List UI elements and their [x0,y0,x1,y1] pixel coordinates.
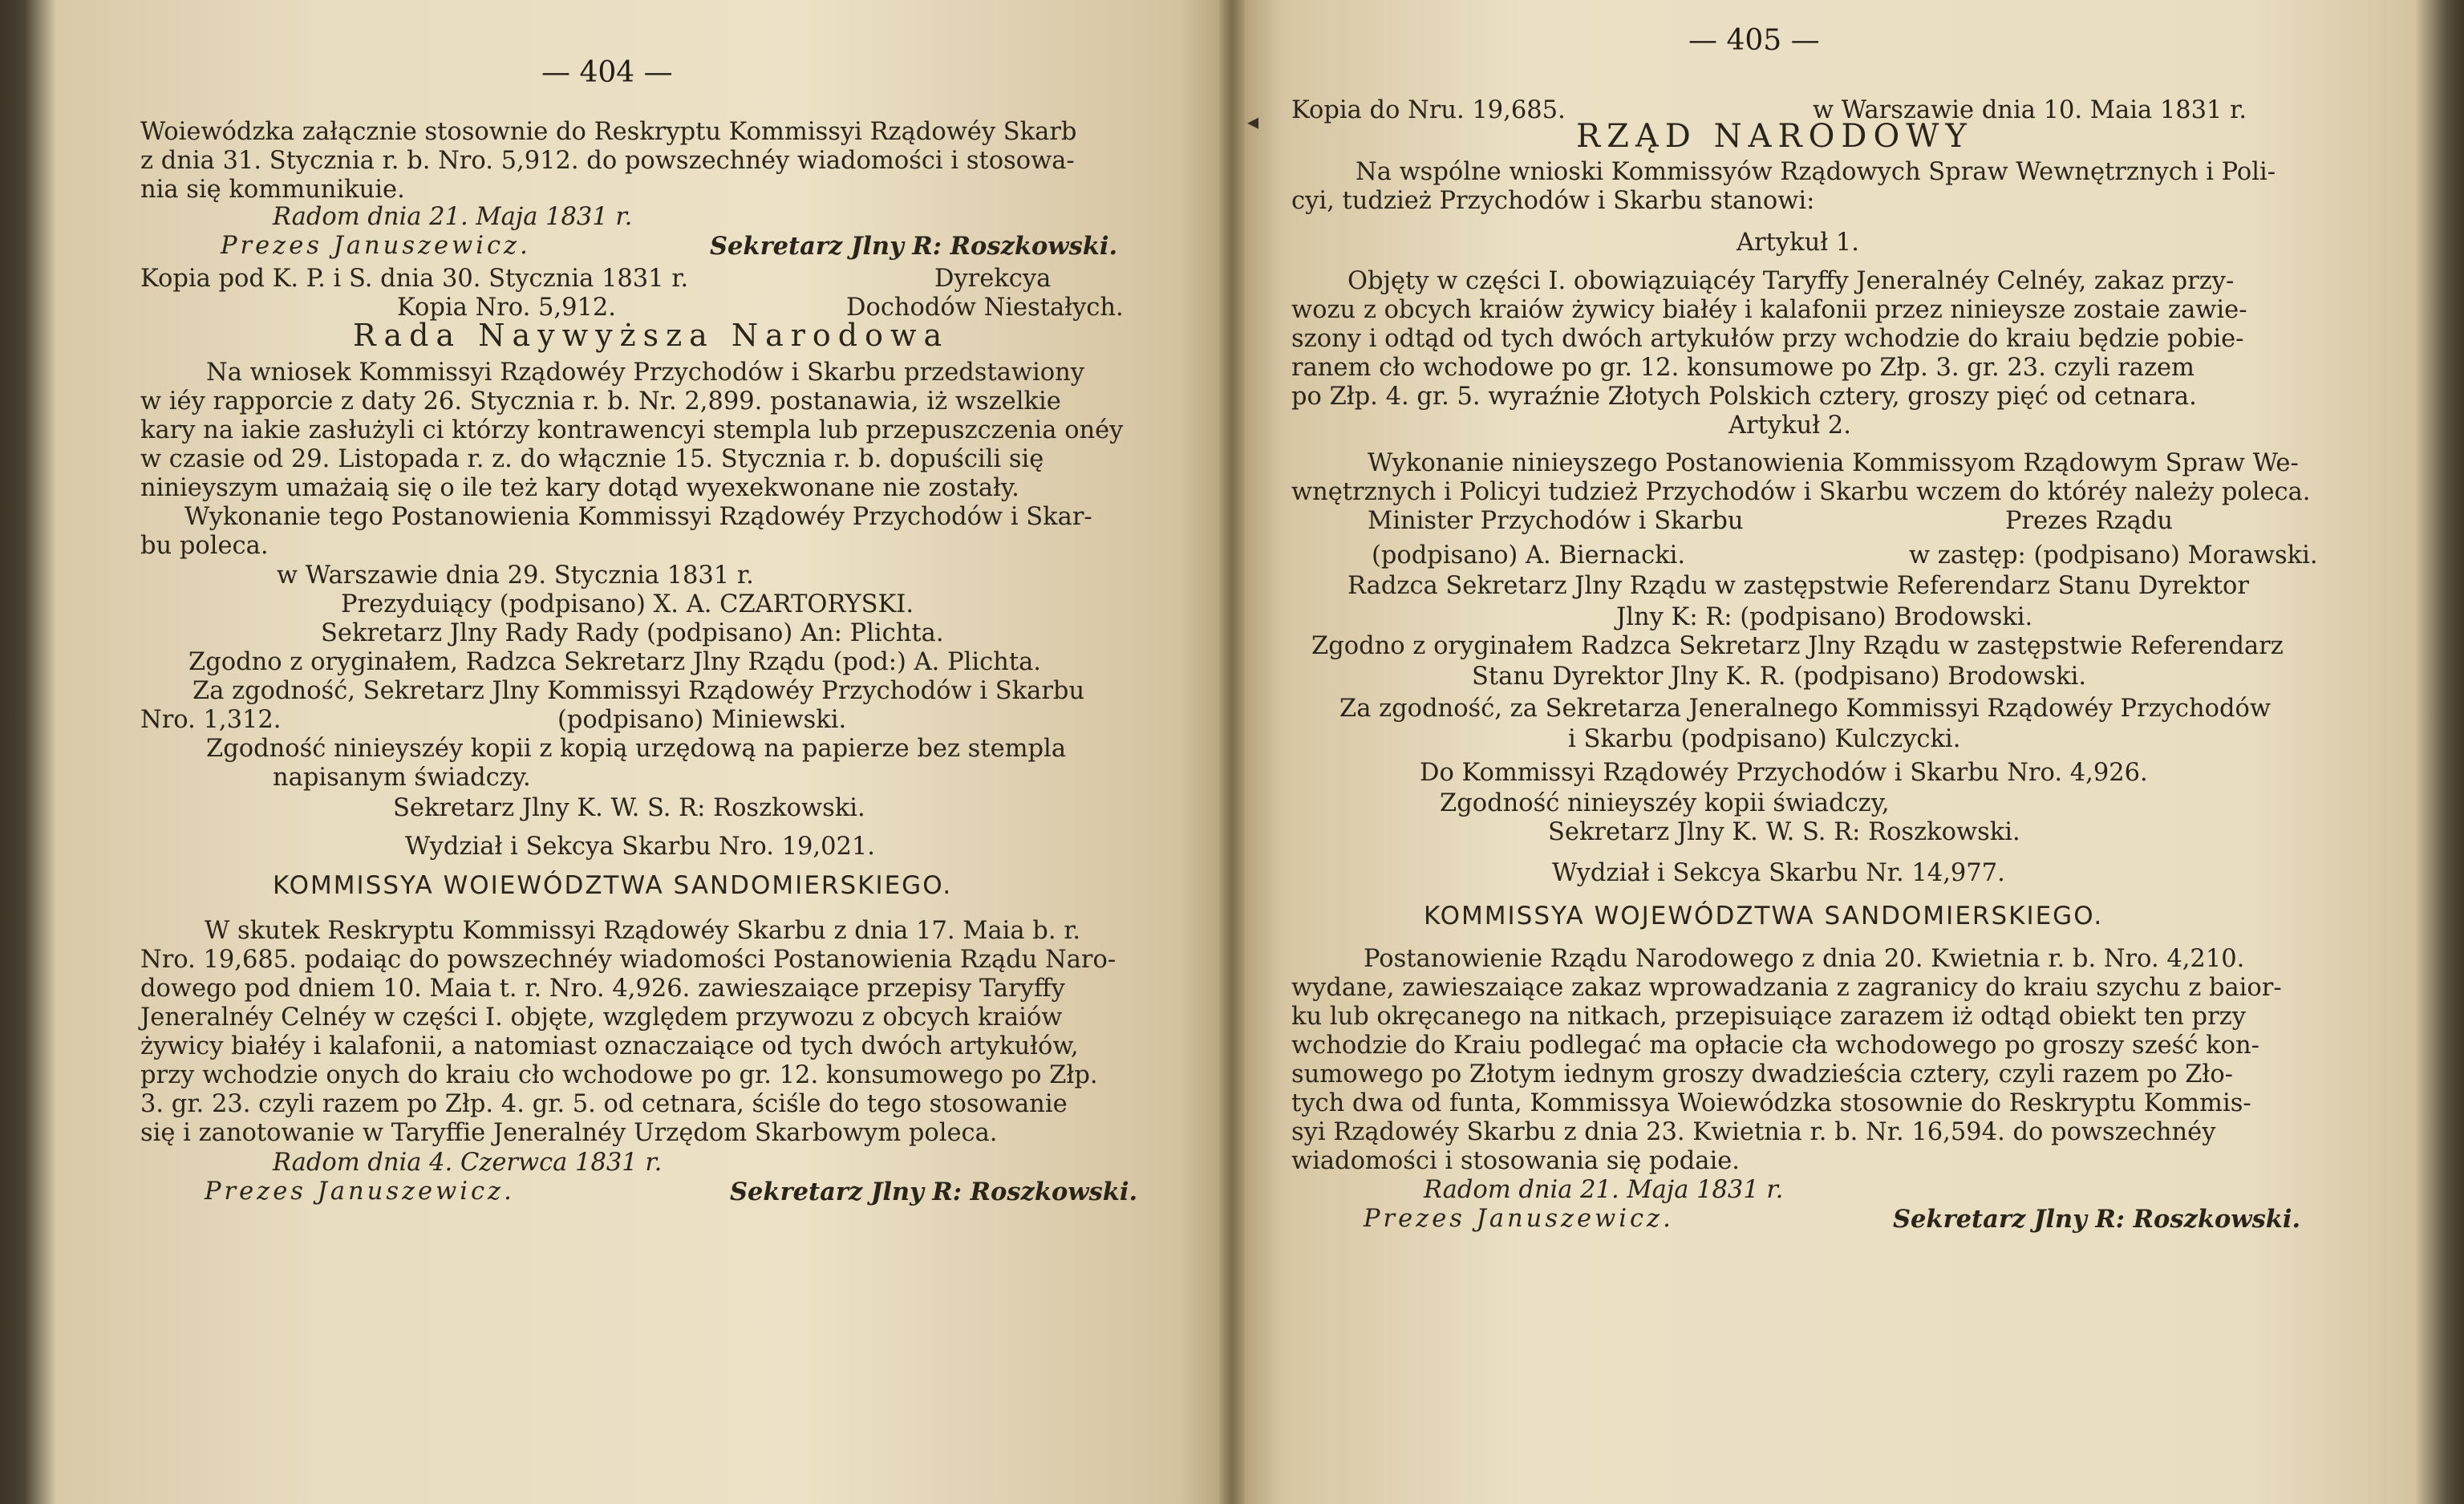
signature-line: Sekretarz Jlny R: Roszkowski. [1893,1205,2301,1234]
text-line: Stanu Dyrektor Jlny K. R. (podpisano) Brodowski. [1472,663,2087,691]
text-line: W skutek Reskryptu Kommissyi Rządowéy Skarbu z dnia 17. Maia b. r. [205,917,1081,945]
text-line: Artykuł 2. [1728,411,1851,440]
text-line: wozu z obcych kraiów żywicy białéy i kalafonii przez ninieysze zostaie zawie- [1291,296,2247,324]
text-line: Minister Przychodów i Skarbu [1368,507,1744,535]
text-line: po Złp. 4. gr. 5. wyraźnie Złotych Polskich cztery, groszy pięć od cetnara. [1291,383,2197,411]
text-line: Jlny K: R: (podpisano) Brodowski. [1616,603,2033,631]
text-line: Na wniosek Kommissyi Rządowéy Przychodów i Skarbu przedstawiony [206,359,1084,387]
text-line: Na wspólne wnioski Kommissyów Rządowych Spraw Wewnętrznych i Poli- [1356,158,2276,186]
text-line: kary na iakie zasłużyli ci którzy kontrawencyi stempla lub przepuszczenia onéy [140,416,1124,444]
text-line: Objęty w części I. obowiązuiącéy Taryffy Jeneralnéy Celnéy, zakaz przy- [1348,267,2235,295]
section-heading: KOMMISSYA WOJEWÓDZTWA SANDOMIERSKIEGO. [1424,902,2104,930]
text-line: napisanym świadczy. [273,764,531,792]
signature-line: Sekretarz Jlny R: Roszkowski. [730,1178,1138,1206]
text-line: Prezyduiący (podpisano) X. A. CZARTORYSKI. [341,590,914,618]
margin-mark: ◂ [1247,108,1259,135]
text-line: w czasie od 29. Listopada r. z. do włącznie 15. Stycznia r. b. dopuścili się [140,445,1044,473]
text-line: wnętrznych i Policyi tudzież Przychodów i Skarbu wczem do któréy należy poleca. [1291,478,2311,506]
text-line: Kopia Nro. 5,912. [397,294,616,322]
text-line: Dochodów Niestałych. [846,294,1124,322]
text-line: cyi, tudzież Przychodów i Skarbu stanowi: [1291,187,1815,215]
text-line: Kopia do Nru. 19,685. [1291,96,1566,124]
text-line: Zgodność ninieyszéy kopii z kopią urzędową na papierze bez stempla [206,735,1066,763]
text-line: się i zanotowanie w Taryffie Jeneralnéy Urzędom Skarbowym poleca. [140,1119,998,1147]
text-line: dowego pod dniem 10. Maia t. r. Nro. 4,926. zawieszaiące przepisy Taryffy [140,975,1065,1003]
signature-line: Sekretarz Jlny R: Roszkowski. [710,232,1118,261]
text-line: Prezes Rządu [2005,507,2174,535]
text-line: Nro. 19,685. podaiąc do powszechnéy wiadomości Postanowienia Rządu Naro- [140,946,1116,974]
text-line: przy wchodzie onych do kraiu cło wchodowe po gr. 12. konsumowego po Złp. [140,1061,1098,1089]
text-line: żywicy białéy i kalafonii, a natomiast oznaczaiące od tych dwóch artykułów, [140,1032,1079,1060]
left-page [132,0,1207,1504]
text-line: w zastęp: (podpisano) Morawski. [1909,541,2318,570]
text-line: (podpisano) Miniewski. [557,706,847,734]
text-line: Sekretarz Jlny Rady Rady (podpisano) An: Plichta. [321,619,944,647]
page-number: — 405 — [1688,24,1820,57]
text-line: Woiewódzka załącznie stosownie do Reskryptu Kommissyi Rządowéy Skarb [140,118,1077,146]
section-heading: Rada Naywyższa Narodowa [353,318,950,353]
text-line: Zgodność ninieyszéy kopii świadczy, [1440,789,1890,817]
text-line: w Warszawie dnia 10. Maia 1831 r. [1813,96,2247,124]
text-line: Zgodno z oryginałem, Radzca Sekretarz Jlny Rządu (pod:) A. Plichta. [188,648,1041,676]
text-line: Postanowienie Rządu Narodowego z dnia 20. Kwietnia r. b. Nro. 4,210. [1364,945,2245,973]
text-line: nia się kommunikuie. [140,176,405,204]
text-line: wchodzie do Kraiu podlegać ma opłacie cła wchodowego po groszy sześć kon- [1291,1032,2259,1060]
text-line: Dyrekcya [934,265,1052,293]
text-line: Za zgodność, za Sekretarza Jeneralnego Kommissyi Rządowéy Przychodów [1339,695,2271,723]
text-line: Sekretarz Jlny K. W. S. R: Roszkowski. [393,794,865,822]
text-line: Wydział i Sekcya Skarbu Nro. 19,021. [405,833,875,861]
text-line: ranem cło wchodowe po gr. 12. konsumowe po Złp. 3. gr. 23. czyli razem [1291,354,2194,382]
text-line: wydane, zawieszaiące zakaz wprowadzania z zagranicy do kraiu szychu z baior- [1291,974,2282,1002]
text-line: Sekretarz Jlny K. W. S. R: Roszkowski. [1548,818,2020,846]
text-line: bu poleca. [140,532,269,560]
text-line: w iéy rapporcie z daty 26. Stycznia r. b. Nr. 2,899. postanawia, iż wszelkie [140,387,1061,416]
text-line: Artykuł 1. [1737,229,1859,257]
text-line: Wykonanie ninieyszego Postanowienia Kommissyom Rządowym Spraw We- [1368,449,2299,477]
text-line: (podpisano) A. Biernacki. [1372,541,1686,570]
text-line: ku lub okręcanego na nitkach, przepisuiące zarazem iż odtąd obiekt ten przy [1291,1003,2246,1031]
text-line: Wykonanie tego Postanowienia Kommissyi Rządowéy Przychodów i Skar- [184,503,1092,531]
text-line: Radom dnia 21. Maja 1831 r. [1424,1176,1784,1204]
signature-line: Prezes Januszewicz. [221,232,531,260]
text-line: tych dwa od funta, Kommissya Woiewódzka stosownie do Reskryptu Kommis- [1291,1089,2251,1117]
text-line: i Skarbu (podpisano) Kulczycki. [1568,725,1961,753]
page-number: — 404 — [541,56,673,89]
text-line: Do Kommissyi Rządowéy Przychodów i Skarbu Nro. 4,926. [1420,759,2148,787]
text-line: wiadomości i stosowania się podaie. [1291,1147,1740,1175]
text-line: Zgodno z oryginałem Radzca Sekretarz Jlny Rządu w zastępstwie Referendarz [1311,632,2284,660]
signature-line: Prezes Januszewicz. [1364,1205,1674,1233]
text-line: Kopia pod K. P. i S. dnia 30. Stycznia 1831 r. [140,265,689,293]
text-line: Nro. 1,312. [140,706,282,734]
text-line: Za zgodność, Sekretarz Jlny Kommissyi Rządowéy Przychodów i Skarbu [192,677,1085,705]
text-line: szony i odtąd od tych dwóch artykułów przy wchodzie do kraiu będzie pobie- [1291,325,2244,353]
text-line: ninieyszym umażaią się o ile też kary dotąd wyexekwonane nie zostały. [140,474,1019,502]
text-line: 3. gr. 23. czyli razem po Złp. 4. gr. 5. od cetnara, ściśle do tego stosowanie [140,1090,1068,1118]
signature-line: Prezes Januszewicz. [205,1178,515,1206]
right-page [1247,0,2350,1504]
text-line: z dnia 31. Stycznia r. b. Nro. 5,912. do powszechnéy wiadomości i stosowa- [140,147,1075,175]
text-line: syi Rządowéy Skarbu z dnia 23. Kwietnia r. b. Nr. 16,594. do powszechnéy [1291,1118,2216,1146]
text-line: Radom dnia 21. Maja 1831 r. [273,203,633,231]
text-line: Wydział i Sekcya Skarbu Nr. 14,977. [1552,859,2005,887]
book-gutter [1219,0,1245,1504]
section-heading: KOMMISSYA WOIEWÓDZTWA SANDOMIERSKIEGO. [273,871,953,900]
text-line: sumowego po Złotym iednym groszy dwadzieścia cztery, czyli razem po Zło- [1291,1060,2233,1088]
text-line: Jeneralnéy Celnéy w części I. objęte, względem przywozu z obcych kraiów [140,1003,1063,1032]
section-heading: RZĄD NARODOWY [1576,118,1973,155]
text-line: Radzca Sekretarz Jlny Rządu w zastępstwie Referendarz Stanu Dyrektor [1348,572,2249,600]
text-line: Radom dnia 4. Czerwca 1831 r. [273,1149,663,1177]
text-line: w Warszawie dnia 29. Stycznia 1831 r. [277,561,754,590]
